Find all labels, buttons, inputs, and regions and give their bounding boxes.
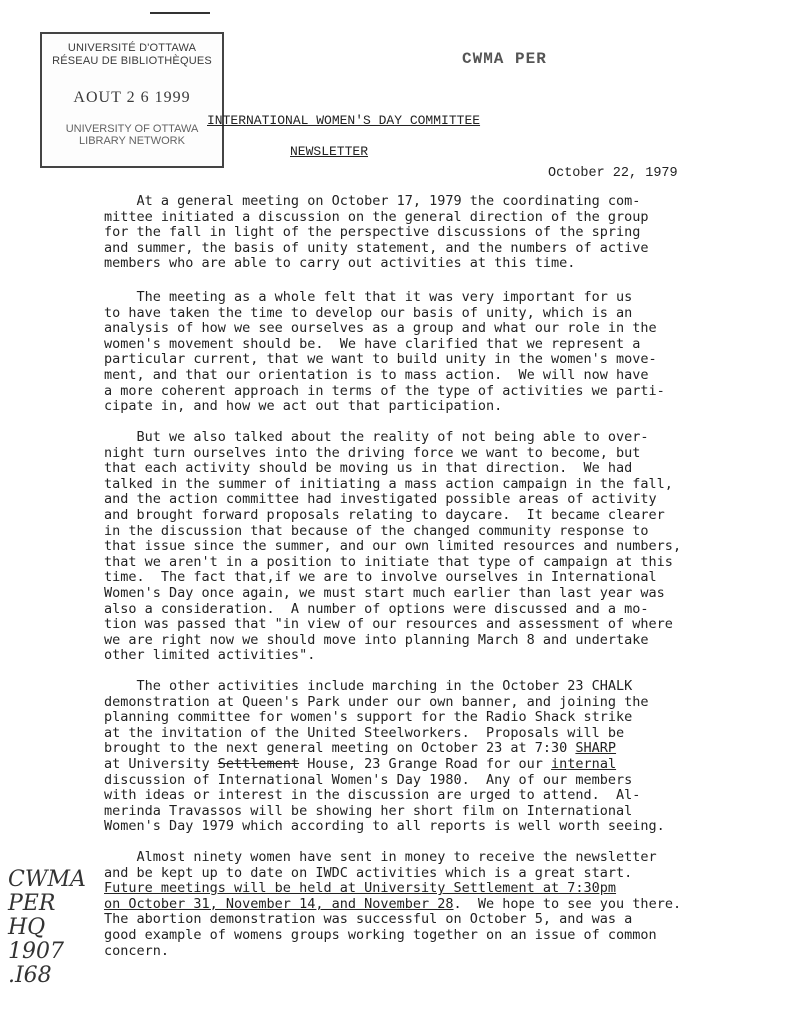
sharp-underlined: SHARP	[575, 740, 617, 757]
paragraph-4-part-d: discussion of International Women's Day 1980. Any of our members with ideas or interest in the discussion are urged to attend. Al- merinda Travassos will be showing her short film on International Women's Day 1979 which according to all reports is well worth seeing.	[104, 771, 665, 835]
paragraph-4	[104, 679, 764, 835]
paragraph-4-part-c: House, 23 Grange Road for our	[299, 755, 552, 772]
stamp-line-2: RÉSEAU DE BIBLIOTHÈQUES	[52, 55, 212, 67]
struck-word: Settlement	[217, 755, 300, 772]
library-stamp	[40, 32, 224, 168]
handwriting-line: HQ	[8, 915, 46, 940]
paragraph-2: The meeting as a whole felt that it was very important for us to have taken the time to develop our basis of unity, which is an analysis of how we see ourselves as a group and what our role in the women's movement should be. We have clarified that we represent a particular current, that we want to build unity in the women's move- ment, and that our orientation is to mass action. We will now have a more coherent approach in terms of the type of activities we parti- cipate in, and how we act out that participation.	[104, 289, 665, 415]
paragraph-4-part-b: at University	[104, 755, 210, 772]
handwriting-line: CWMA	[8, 867, 86, 892]
handwriting-line: PER	[8, 891, 56, 916]
paragraph-5-part-a: Almost ninety women have sent in money to receive the newsletter and be kept up to date on IWDC activities which is a great start.	[104, 849, 657, 881]
stamp-line-1: UNIVERSITÉ D'OTTAWA	[67, 42, 197, 54]
document-title: INTERNATIONAL WOMEN'S DAY COMMITTEE	[207, 113, 481, 128]
handwriting-line: 1907	[8, 939, 64, 964]
paragraph-3: But we also talked about the reality of not being able to over- night turn ourselves into the driving force we want to become, but that each activity should be moving us in that direction. We had talked in the summer of initiating a mass action campaign in the fall, and the action committee had investigated possible areas of activity and brought forward proposals relating to daycare. It became clearer in the discussion that because of the changed community response to that issue since the summer, and our own limited resources and numbers, that we aren't in a position to initiate that type of campaign at this time. The fact that,if we are to involve ourselves in International Women's Day once again, we must start much earlier than last year was also a consideration. A number of options were discussed and a mo- tion was passed that "in view of our resources and assessment of where we are right now we should move into planning March 8 and undertake other limited activities".	[104, 429, 682, 664]
paragraph-4-part-a: The other activities include marching in the October 23 CHALK demonstration at Queen's Park under our own banner, and joining the planning committee for women's support for the Radio Shack strike at the invitation of the United Steelworkers. Proposals will be brought to the next general meeting on October 23 at 7:30	[104, 678, 649, 757]
paragraph-5	[104, 850, 764, 959]
handwriting-line: .I68	[8, 963, 52, 988]
paragraph-5-part-b: . We hope to see you there. The abortion demonstration was successful on October 5, and was a good example of womens groups working together on an issue of common concern.	[104, 895, 682, 959]
document-date: October 22, 1979	[548, 166, 678, 181]
future-meetings-underlined: Future meetings will be held at University Settlement at 7:30pm on October 31, November 14, and November 28	[104, 880, 617, 912]
stamp-line-4: LIBRARY NETWORK	[79, 135, 185, 147]
archive-stamp: CWMA PER	[462, 50, 547, 68]
paragraph-1: At a general meeting on October 17, 1979 the coordinating com- mittee initiated a discussion on the general direction of the group for the fall in light of the perspective discussions of the spring and summer, the basis of unity statement, and the numbers of active members who are able to carry out activities at this time.	[104, 193, 649, 272]
stamp-date: AOUT 2 6 1999	[73, 89, 191, 106]
internal-underlined: internal	[551, 755, 617, 772]
scan-mark	[150, 12, 210, 14]
handwritten-call-number	[8, 868, 88, 988]
document-subtitle: NEWSLETTER	[290, 144, 369, 159]
stamp-line-3: UNIVERSITY OF OTTAWA	[65, 123, 199, 135]
